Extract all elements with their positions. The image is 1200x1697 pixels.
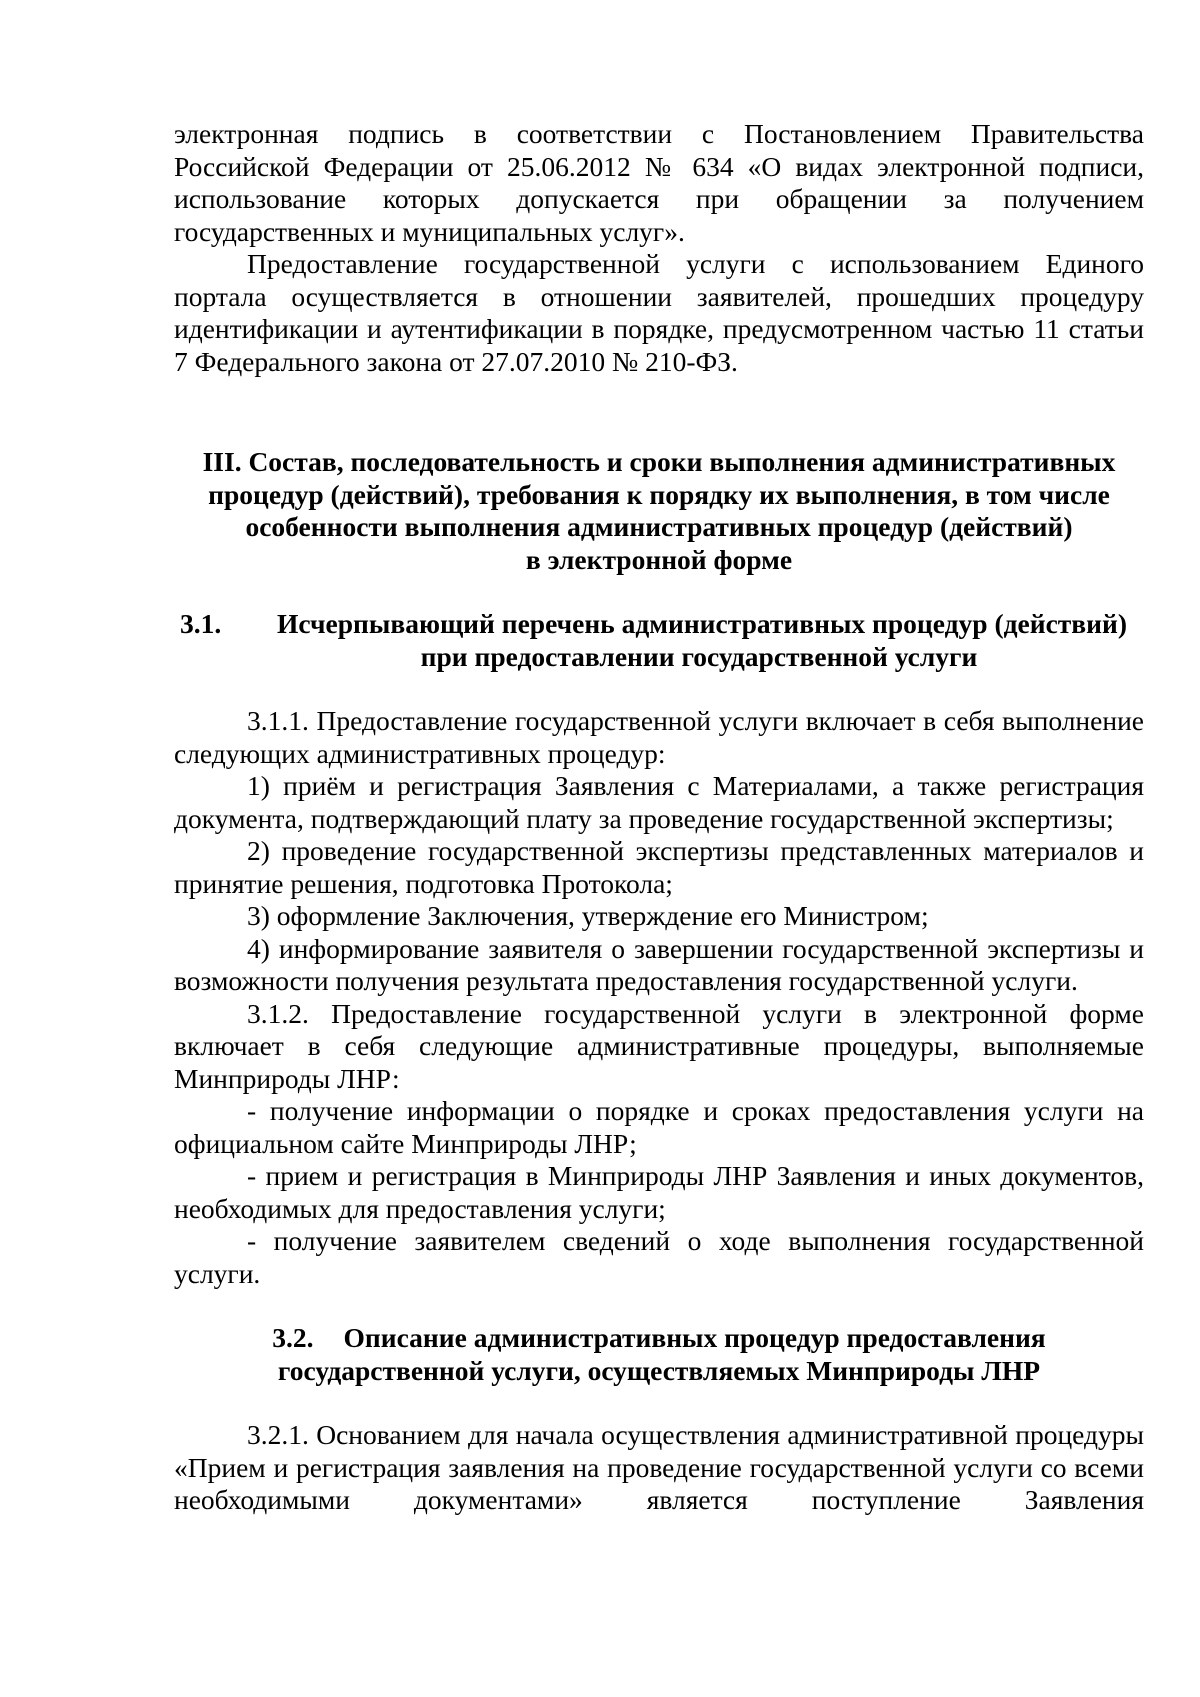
paragraph-3-1-2: 3.1.2. Предоставление государственной услуги в электронной форме включает в себя следующие административные процедуры, выполняемые Минприроды ЛНР: bbox=[174, 997, 1144, 1094]
subsection-title-text: Описание административных процедур предоставления bbox=[343, 1322, 1046, 1353]
intro-paragraph-1: электронная подпись в соответствии с Постановлением Правительства Российской Федерации от 25.06.2012 № 634 «О видах электронной подписи, использование которых допускается при обращении за получением государственных и муниципальных услуг». bbox=[174, 118, 1144, 247]
paragraph-3-1-1: 3.1.1. Предоставление государственной услуги включает в себя выполнение следующих административных процедур: bbox=[174, 705, 1144, 769]
bullet-item: - получение информации о порядке и сроках предоставления услуги на официальном сайте Минприроды ЛНР; bbox=[174, 1095, 1144, 1159]
subsection-3-1-heading-row bbox=[174, 608, 1144, 641]
subsection-number: 3.2. bbox=[272, 1322, 314, 1353]
intro-paragraph-2: Предоставление государственной услуги с использованием Единого портала осуществляется в отношении заявителей, прошедших процедуру идентификации и аутентификации в порядке, предусмотренном частью 11 статьи 7 Федерального закона от 27.07.2010 № 210-ФЗ. bbox=[174, 248, 1144, 377]
subsection-number: 3.1. bbox=[180, 608, 222, 639]
section-3-heading-line: процедур (действий), требования к порядку их выполнения, в том числе bbox=[208, 478, 1110, 510]
section-3-heading bbox=[174, 446, 1144, 576]
bullet-item: - получение заявителем сведений о ходе выполнения государственной услуги. bbox=[174, 1225, 1144, 1289]
section-3-heading-line: в электронной форме bbox=[525, 543, 793, 575]
document-page bbox=[174, 118, 1144, 1517]
subsection-title-line: Исчерпывающий перечень административных процедур (действий) bbox=[276, 608, 1127, 639]
list-item: 3) оформление Заключения, утверждение его Министром; bbox=[247, 900, 929, 931]
paragraph-3-2-1: 3.2.1. Основанием для начала осуществления административной процедуры «Прием и регистрация заявления на проведение государственной услуги со всеми необходимыми документами» является поступление Заявления bbox=[174, 1419, 1144, 1515]
spacer bbox=[174, 378, 1144, 446]
list-item: 2) проведение государственной экспертизы представленных материалов и принятие решения, подготовка Протокола; bbox=[174, 835, 1144, 899]
list-item: 4) информирование заявителя о завершении государственной экспертизы и возможности получения результата предоставления государственной услуги. bbox=[174, 932, 1144, 996]
section-3-heading-line: особенности выполнения административных процедур (действий) bbox=[245, 511, 1073, 542]
spacer bbox=[174, 673, 1144, 705]
spacer bbox=[174, 576, 1144, 608]
subsection-3-2-heading bbox=[174, 1322, 1144, 1387]
subsection-title-line: государственной услуги, осуществляемых Минприроды ЛНР bbox=[277, 1354, 1041, 1386]
subsection-3-1-heading bbox=[174, 608, 1144, 673]
spacer bbox=[174, 1290, 1144, 1322]
list-item: 1) приём и регистрация Заявления с Материалами, а также регистрация документа, подтверждающий плату за проведение государственной экспертизы; bbox=[174, 770, 1144, 834]
subsection-title-line bbox=[174, 1322, 1144, 1355]
subsection-title-line: при предоставлении государственной услуги bbox=[420, 640, 978, 672]
spacer bbox=[174, 1387, 1144, 1419]
bullet-item: - прием и регистрация в Минприроды ЛНР Заявления и иных документов, необходимых для предоставления услуги; bbox=[174, 1160, 1144, 1224]
section-3-heading-line: III. Состав, последовательность и сроки выполнения административных bbox=[202, 446, 1116, 477]
